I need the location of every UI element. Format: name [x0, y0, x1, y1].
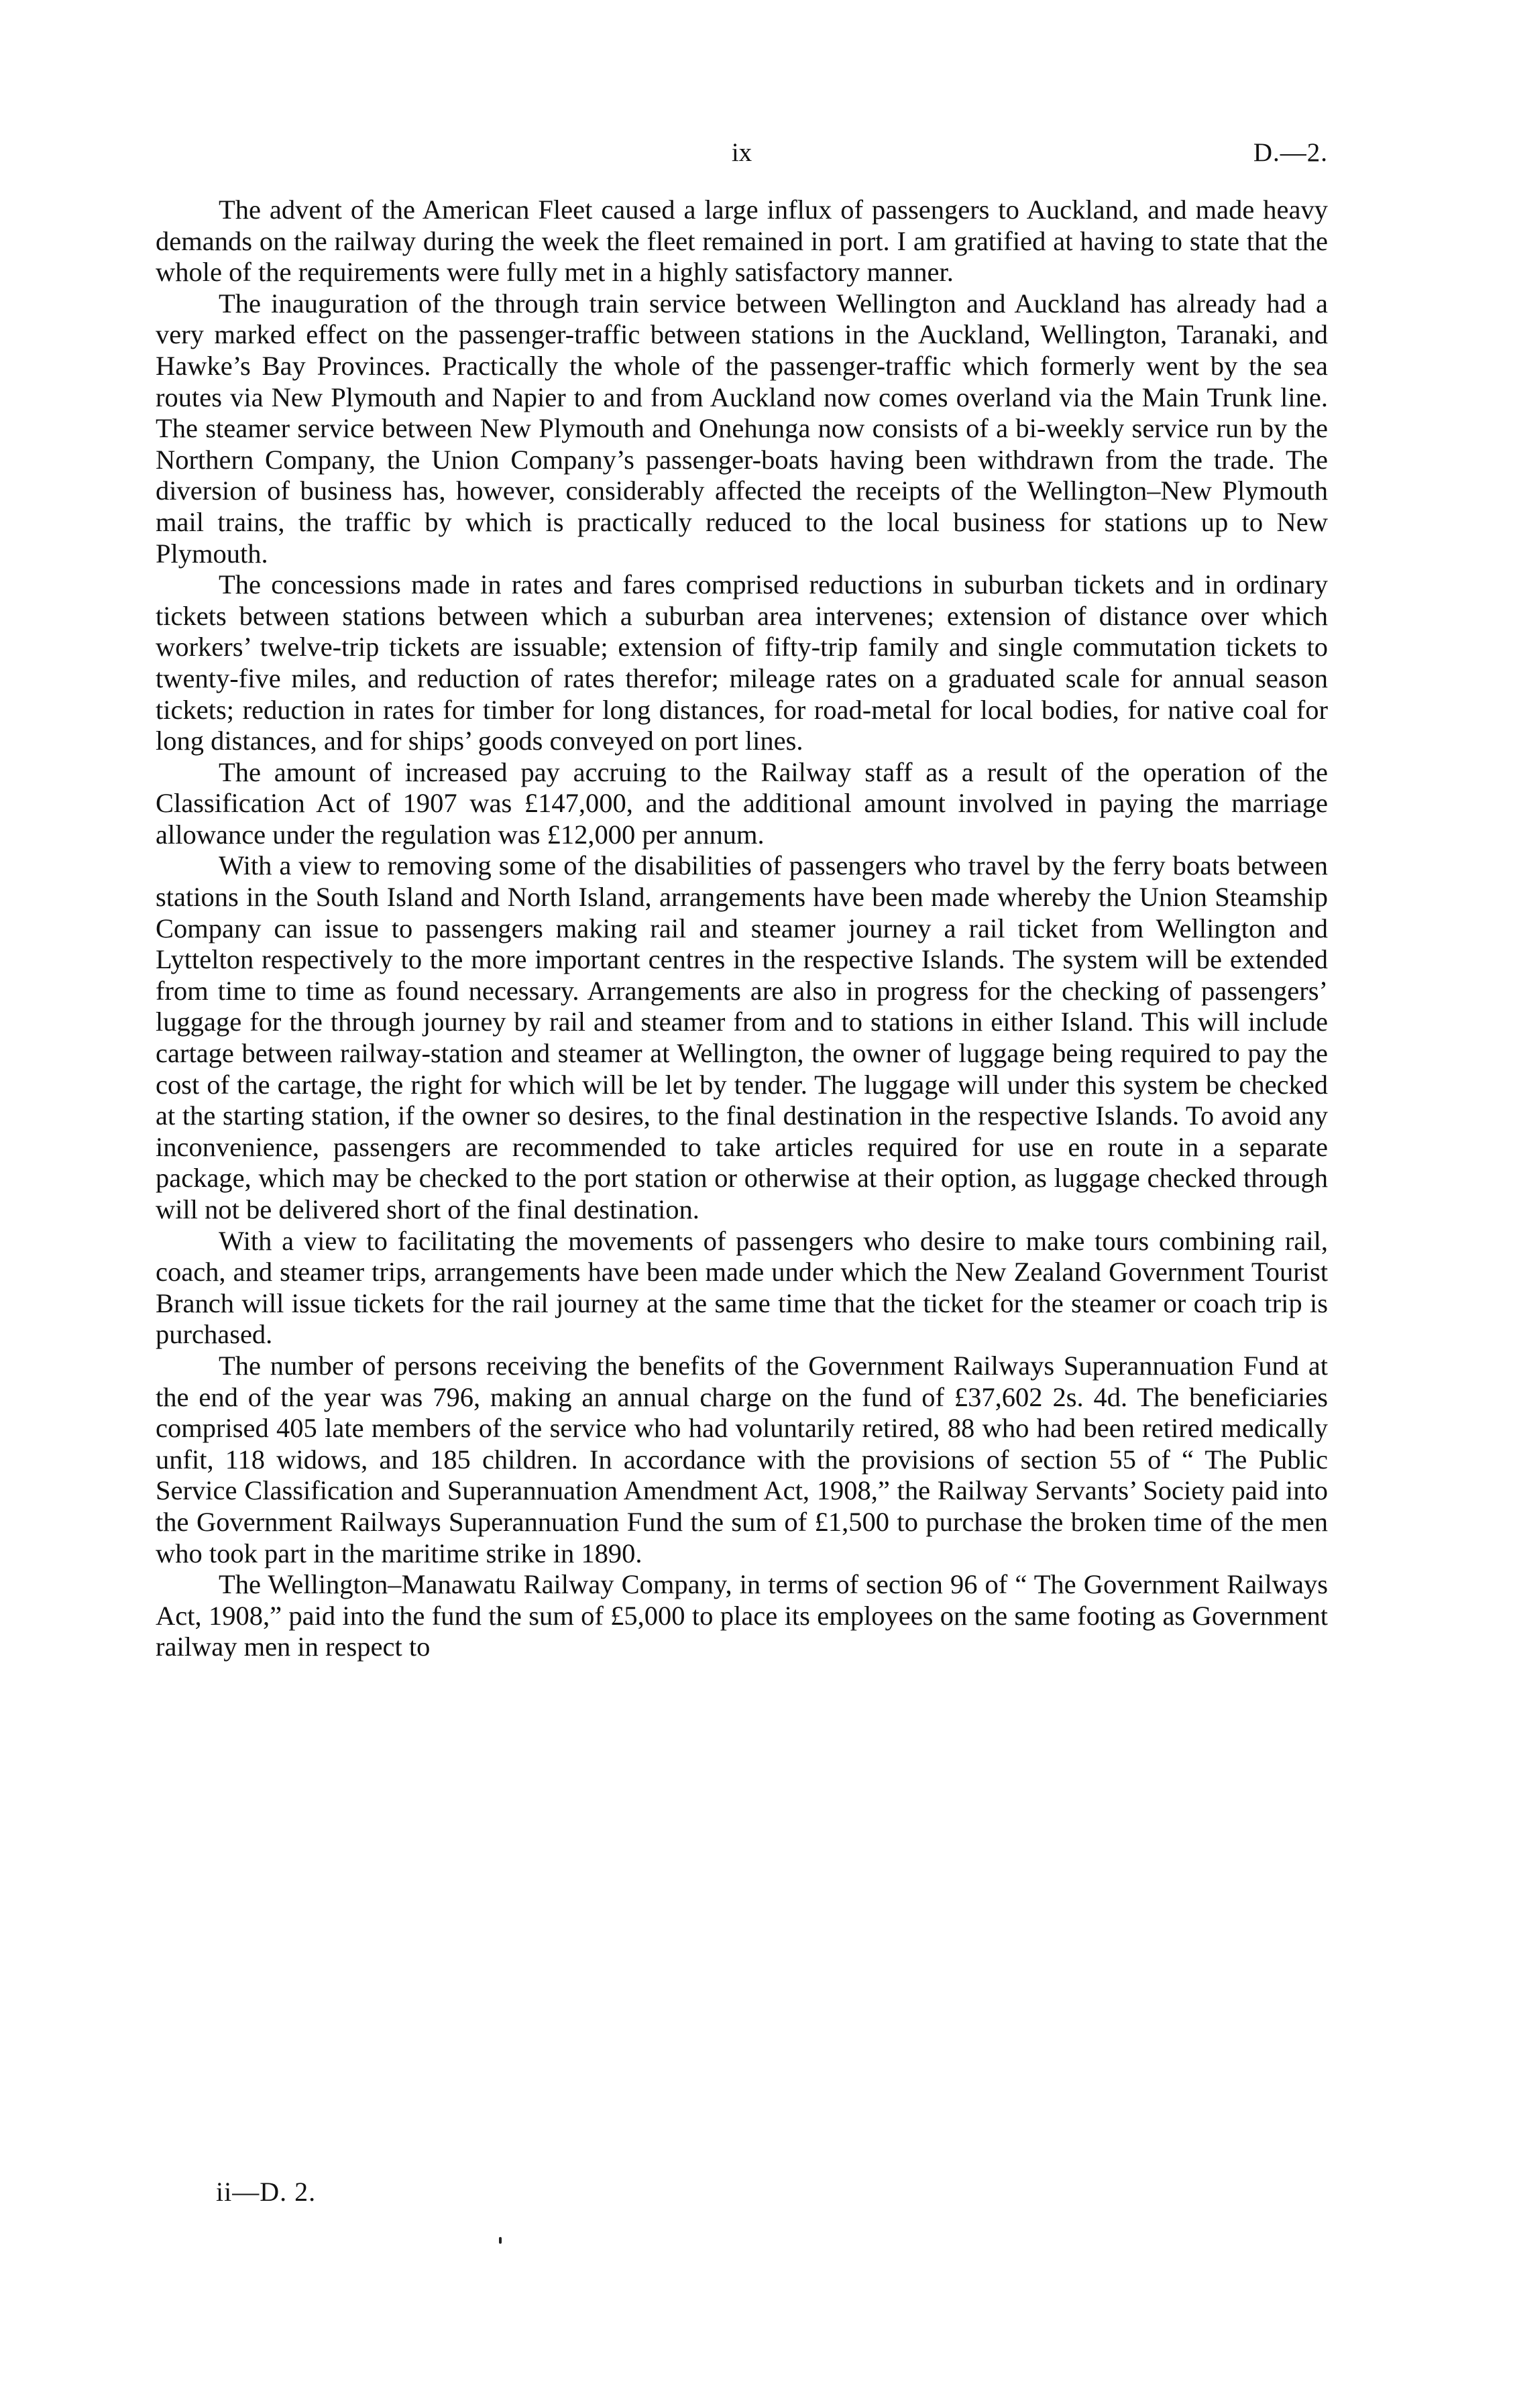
- signature-mark: ii—D. 2.: [216, 2177, 317, 2207]
- paragraph-tourist-tickets: With a view to facilitating the movements of passengers who desire to make tours combining rail, coach, and steamer trips, arrangements have been made under which the New Zealand Government Tourist Branch will issue tickets for the rail journey at the same time that the ticket for the steamer or coach trip is purchased.: [156, 1225, 1328, 1350]
- paragraph-concessions-rates-fares: The concessions made in rates and fares comprised reductions in suburban tickets and in ordinary tickets between stations between which a suburban area intervenes; extension of distance over which workers’ twelve-trip tickets are issuable; extension of fifty-trip family and single commutation tickets to twenty-five miles, and reduction of rates therefor; mileage rates on a graduated scale for annual season tickets; reduction in rates for timber for long distances, for road-metal for local bodies, for native coal for long distances, and for ships’ goods conveyed on port lines.: [156, 569, 1328, 756]
- page-header: [156, 133, 1328, 173]
- page-number: ix: [731, 138, 752, 167]
- document-reference: D.—2.: [1253, 138, 1328, 167]
- body-text: [156, 194, 1328, 1663]
- paragraph-american-fleet: The advent of the American Fleet caused a large influx of passengers to Auckland, and made heavy demands on the railway during the week the fleet remained in port. I am gratified at having to state that the whole of the requirements were fully met in a highly satisfactory manner.: [156, 194, 1328, 288]
- paragraph-superannuation-fund: The number of persons receiving the benefits of the Government Railways Superannuation Fund at the end of the year was 796, making an annual charge on the fund of £37,602 2s. 4d. The beneficiaries comprised 405 late members of the service who had voluntarily retired, 88 who had been retired medically unfit, 118 widows, and 185 children. In accordance with the provisions of section 55 of “ The Public Service Classification and Superannuation Amendment Act, 1908,” the Railway Servants’ Society paid into the Government Railways Superannuation Fund the sum of £1,500 to purchase the broken time of the men who took part in the maritime strike in 1890.: [156, 1350, 1328, 1568]
- paragraph-ferry-passengers: With a view to removing some of the disabilities of passengers who travel by the ferry boats between stations in the South Island and North Island, arrangements have been made whereby the Union Steamship Company can issue to passengers making rail and steamer journey a rail ticket from Wellington and Lyttelton respectively to the more important centres in the respective Islands. The system will be extended from time to time as found necessary. Arrangements are also in progress for the checking of passengers’ luggage for the through journey by rail and steamer from and to stations in either Island. This will include cartage between railway-station and steamer at Wellington, the owner of luggage being required to pay the cost of the cartage, the right for which will be let by tender. The luggage will under this system be checked at the starting station, if the owner so desires, to the final destination in the respective Islands. To avoid any inconvenience, passengers are recommended to take articles required for use en route in a separate package, which may be checked to the port station or otherwise at their option, as luggage checked through will not be delivered short of the final destination.: [156, 850, 1328, 1224]
- paragraph-increased-pay: The amount of increased pay accruing to the Railway staff as a result of the operation of the Classification Act of 1907 was £147,000, and the additional amount involved in paying the marriage allowance under the regulation was £12,000 per annum.: [156, 756, 1328, 850]
- paragraph-wellington-manawatu-company: The Wellington–Manawatu Railway Company, in terms of section 96 of “ The Government Railways Act, 1908,” paid into the fund the sum of £5,000 to place its employees on the same footing as Government railway men in respect to: [156, 1569, 1328, 1662]
- paragraph-through-train-service: The inauguration of the through train service between Wellington and Auckland has already had a very marked effect on the passenger-traffic between stations in the Auckland, Wellington, Taranaki, and Hawke’s Bay Provinces. Practically the whole of the passenger-traffic which formerly went by the sea routes via New Plymouth and Napier to and from Auckland now comes overland via the Main Trunk line. The steamer service between New Plymouth and Onehunga now consists of a bi-weekly service run by the Northern Company, the Union Company’s passenger-boats having been withdrawn from the trade. The diversion of business has, however, considerably affected the receipts of the Wellington–New Plymouth mail trains, the traffic by which is practically reduced to the local business for stations up to New Plymouth.: [156, 288, 1328, 569]
- print-speck: [499, 2237, 502, 2244]
